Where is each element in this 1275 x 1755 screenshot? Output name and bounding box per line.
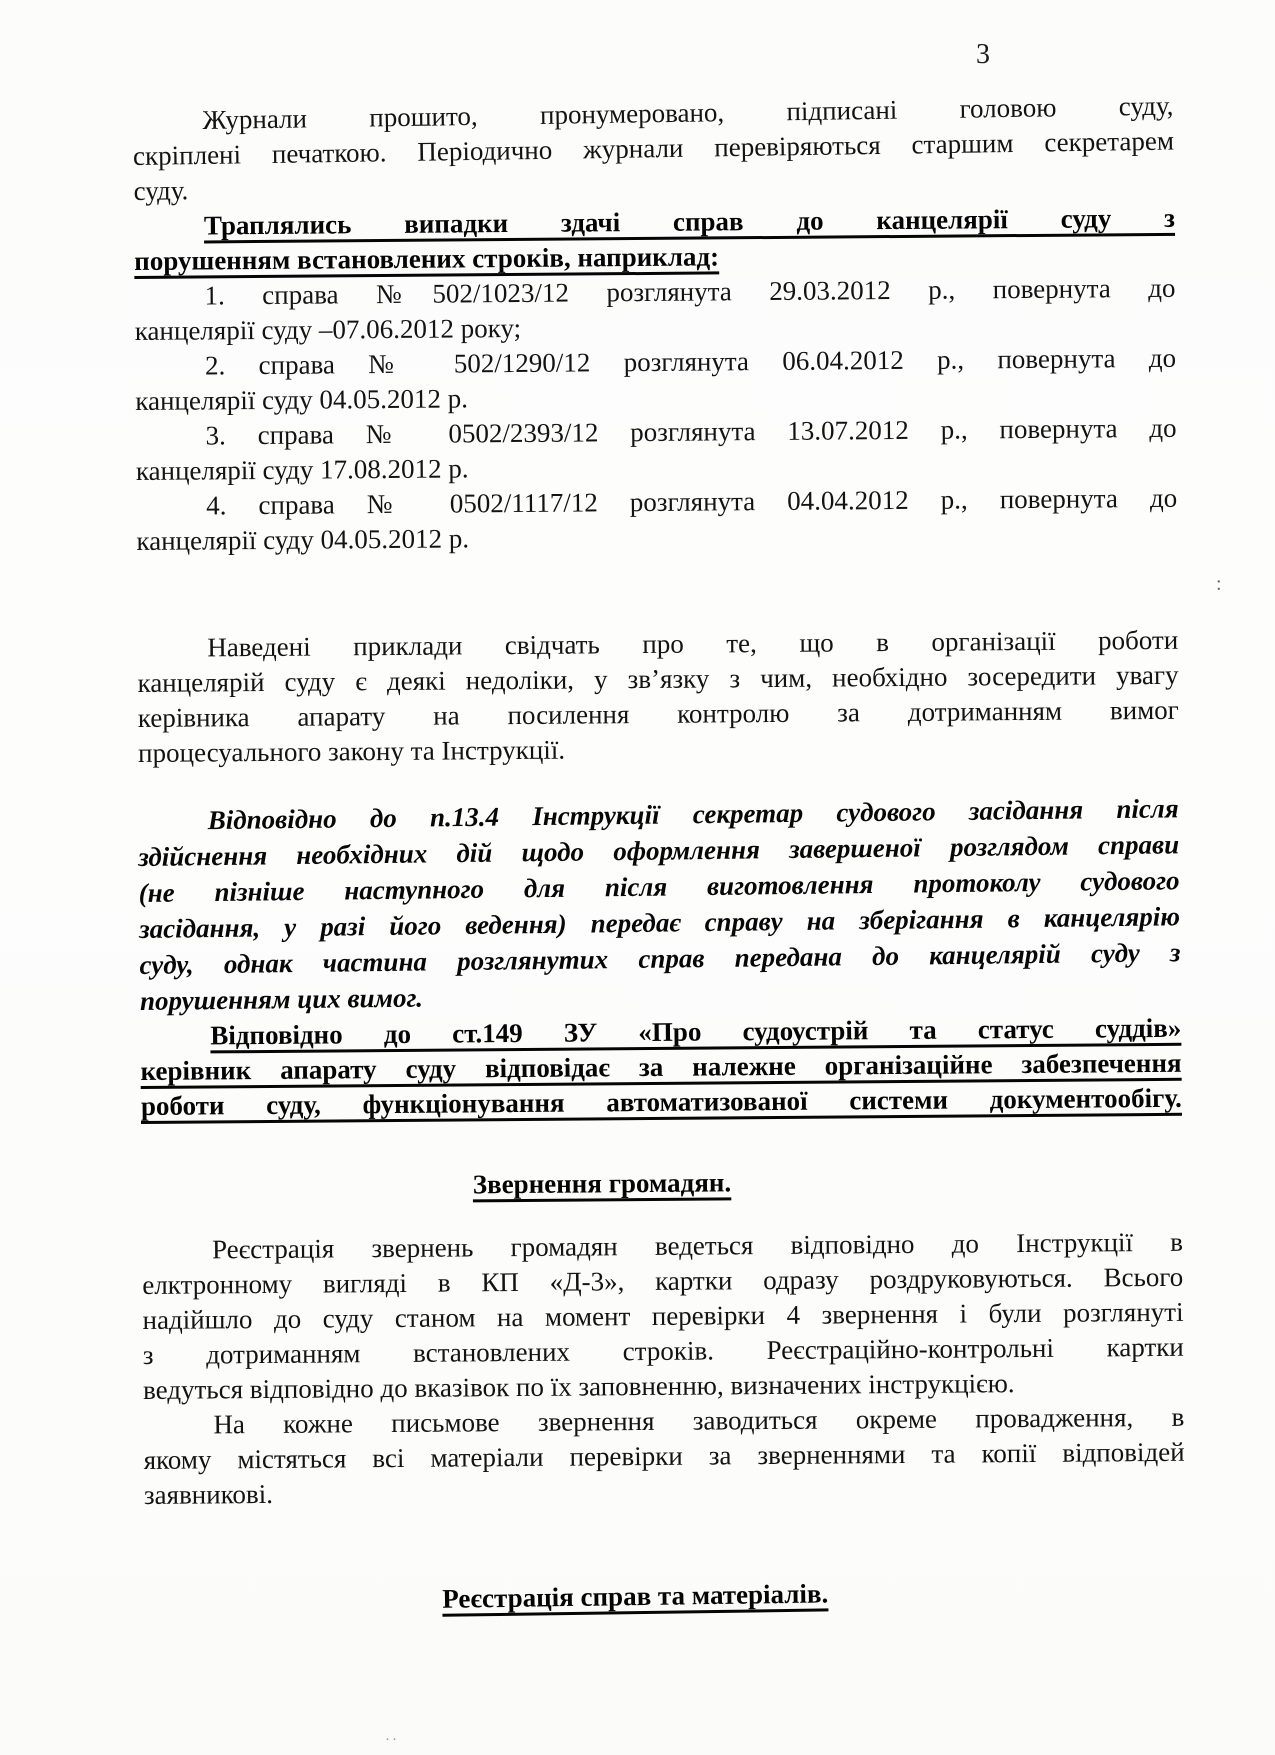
document-body: [132, 90, 1186, 1618]
text-line: Траплялись випадки здачі справ до канцелярії суду з: [203, 202, 1176, 241]
text-line: надійшло до суду станом на момент перевірки 4 звернення і були розглянуті: [142, 1296, 1184, 1335]
text-line: ведуться відповідно до вказівок по їх заповненню, визначених інструкцією.: [142, 1368, 1015, 1405]
text-line: канцелярії суду 04.05.2012 р.: [136, 523, 470, 556]
text-line: порушенням встановлених строків, наприклад:: [134, 241, 720, 276]
text-line: роботи суду, функціонування автоматизованої системи документообігу.: [140, 1082, 1182, 1121]
case-item-2: [135, 341, 1177, 419]
text-line: заявникові.: [143, 1478, 274, 1510]
citizens-appeals-heading: [81, 1162, 1122, 1205]
text-line: Наведені приклади свідчать про те, що в організації роботи: [207, 624, 1179, 663]
case-item-1: [134, 271, 1176, 349]
text-line: Відповідно до п.13.4 Інструкції секретар судового засідання після: [207, 793, 1179, 836]
case-item-3: [135, 411, 1177, 489]
text-line: порушенням цих вимог.: [139, 982, 424, 1016]
scan-speck: ··: [385, 1732, 399, 1748]
text-line: Журнали прошито, пронумеровано, підписані головою суду,: [202, 90, 1174, 135]
text-line: процесуального закону та Інструкції.: [137, 734, 566, 768]
written-appeal-paragraph: [143, 1400, 1185, 1513]
text-line: 1. справа №502/1023/12 розглянута 29.03.2012 р., повернута до: [204, 272, 1176, 311]
text-line: елктронному вигляді в КП «Д-3», картки одразу роздруковуються. Всього: [142, 1261, 1184, 1300]
text-line: якому містяться всі матеріали перевірки за зверненнями та копії відповідей: [143, 1436, 1185, 1475]
text-line: 4. справа № 0502/1117/12 розглянута 04.04.2012 р., повернута до: [206, 482, 1178, 521]
text-line: з дотриманням встановлених строків. Реєстраційно-контрольні картки: [142, 1331, 1184, 1370]
scan-speck: :: [1216, 573, 1222, 595]
case-registration-heading: [115, 1572, 1156, 1622]
text-line: керівника апарату на посилення контролю за дотриманням вимог: [137, 694, 1179, 733]
text-line: канцелярій суду є деякі недоліки, у зв’язку з чим, необхідно зосередити увагу: [137, 659, 1179, 698]
text-line: канцелярії суду –07.06.2012 року;: [134, 312, 522, 346]
text-line: засідання, у разі його ведення) передає справу на зберігання в канцелярію: [138, 901, 1181, 944]
text-line: суду.: [133, 175, 189, 206]
text-line: Реєстрація звернень громадян ведеться відповідно до Інструкції в: [211, 1226, 1184, 1265]
conclusion-paragraph: [137, 623, 1179, 771]
intro-paragraph: [132, 89, 1174, 209]
case-item-4: [136, 481, 1178, 559]
text-line: керівник апарату суду відповідає за належне організаційне забезпечення: [140, 1047, 1182, 1086]
text-line: Відповідно до ст.149 ЗУ «Про судоустрій та статус суддів»: [210, 1012, 1182, 1051]
violations-heading-paragraph: [134, 201, 1176, 279]
text-line: канцелярії суду 04.05.2012 р.: [135, 383, 469, 416]
text-line: Звернення громадян.: [472, 1167, 732, 1200]
text-line: Реєстрація справ та матеріалів.: [442, 1578, 829, 1614]
text-line: суду, однак частина розглянутих справ передана до канцелярій суду з: [139, 937, 1181, 980]
text-line: (не пізніше наступного для після виготовлення протоколу судового: [138, 865, 1180, 908]
text-line: канцелярії суду 17.08.2012 р.: [135, 453, 469, 486]
instruction-13-4-paragraph: [138, 790, 1182, 1019]
page-number: 3: [976, 39, 990, 70]
text-line: На кожне письмове звернення заводиться окреме провадження, в: [213, 1401, 1185, 1440]
law-149-paragraph: [140, 1011, 1182, 1124]
text-line: 3. справа № 0502/2393/12 розглянута 13.07.2012 р., повернута до: [205, 412, 1177, 451]
text-line: здійснення необхідних дій щодо оформлення завершеної розглядом справи: [138, 829, 1180, 872]
text-line: скріплені печаткою. Періодично журнали перевіряються старшим секретарем: [132, 125, 1175, 172]
text-line: 2. справа № 502/1290/12 розглянута 06.04.2012 р., повернута до: [204, 342, 1177, 381]
appeals-registration-paragraph: [142, 1225, 1184, 1408]
